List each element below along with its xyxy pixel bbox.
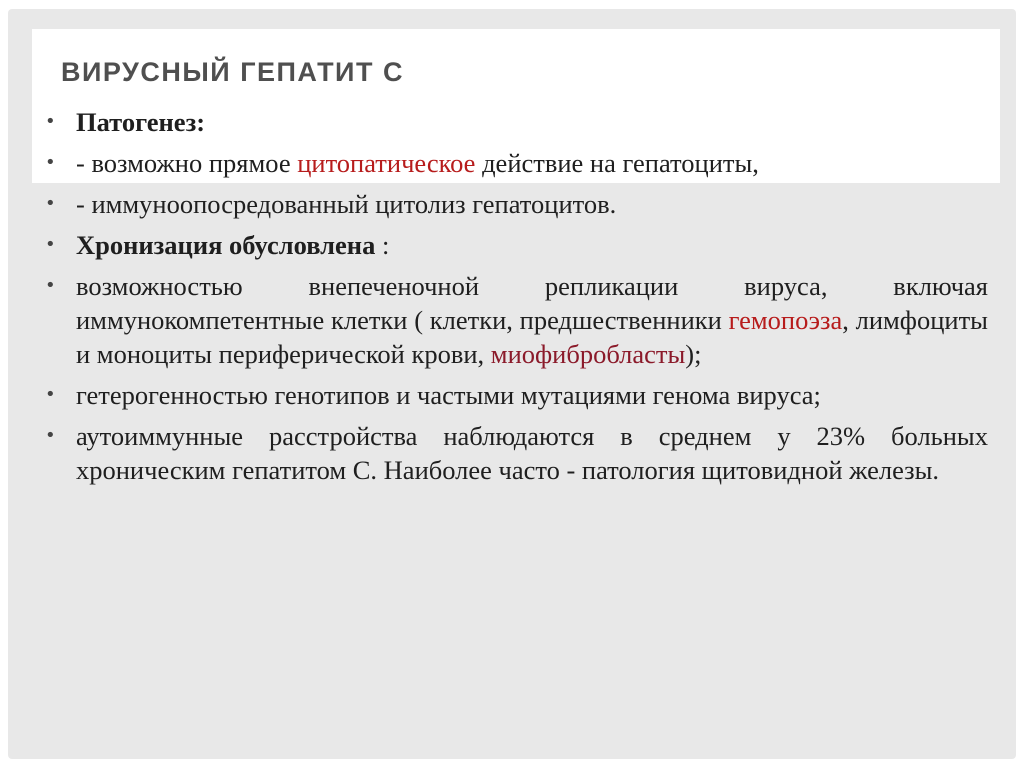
bullet-icon: • — [45, 234, 56, 255]
list-item — [45, 187, 988, 221]
item-text: , лимфоциты и моноциты периферической крови, — [76, 305, 988, 369]
slide-title: ВИРУСНЫЙ ГЕПАТИТ С — [61, 57, 404, 87]
item-text: ); — [685, 339, 702, 369]
item-text: аутоиммунные расстройства наблюдаются в среднем у 23% больных хроническим гепатитом С. Наиболее часто - патология щитовидной железы. — [76, 421, 988, 485]
item-text: действие на гепатоциты, — [475, 148, 759, 178]
item-text: возможностью внепеченочной репликации вируса, включая иммунокомпетентные клетки ( клетки, предшественники — [76, 271, 988, 335]
section-heading-pathogenesis: Патогенез: — [76, 107, 206, 137]
bullet-icon: • — [45, 111, 56, 132]
bullet-icon: • — [45, 193, 56, 214]
list-item — [45, 105, 988, 139]
bullet-icon: • — [45, 152, 56, 173]
highlighted-term: цитопатическое — [297, 148, 476, 178]
item-text: - возможно прямое — [76, 148, 298, 178]
list-item — [45, 269, 988, 371]
list-item — [45, 228, 988, 262]
slide — [8, 9, 1016, 759]
list-item — [45, 419, 988, 487]
content-list — [45, 105, 988, 494]
item-text: - иммуноопосредованный цитолиз гепатоцитов. — [76, 189, 617, 219]
bullet-icon: • — [45, 384, 56, 405]
item-text: гетерогенностью генотипов и частыми мутациями генома вируса; — [76, 380, 821, 410]
bullet-icon: • — [45, 425, 56, 446]
list-item — [45, 378, 988, 412]
section-heading-chronization: Хронизация обусловлена — [76, 230, 376, 260]
item-text: : — [375, 230, 390, 260]
highlighted-term: гемопоэза — [728, 305, 843, 335]
bullet-icon: • — [45, 275, 56, 296]
list-item — [45, 146, 988, 180]
highlighted-term: миофибробласты — [490, 339, 686, 369]
